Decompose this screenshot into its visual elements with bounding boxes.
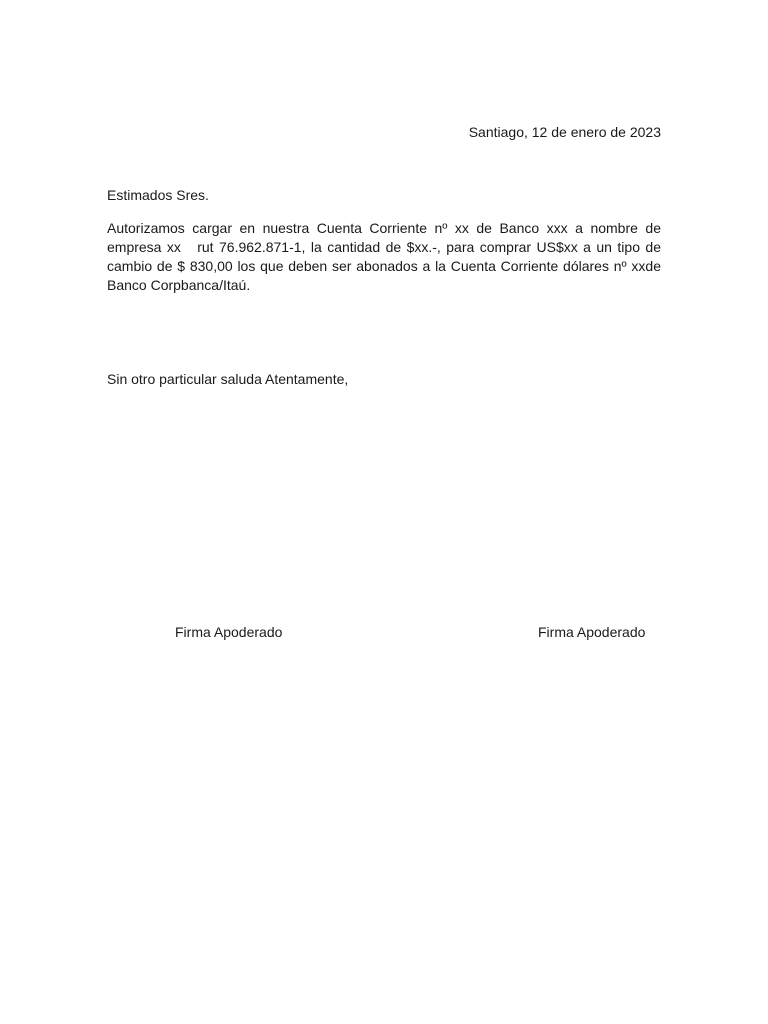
greeting: Estimados Sres.	[107, 187, 209, 203]
body-paragraph: Autorizamos cargar en nuestra Cuenta Corriente nº xx de Banco xxx a nombre de empresa xx rut 76.962.871-1, la cantidad de $xx.-, para comprar US$xx a un tipo de cambio de $ 830,00 los que deben ser abonados a la Cuenta Corriente dólares nº xxde Banco Corpbanca/Itaú.	[107, 220, 665, 293]
signature-label-right: Firma Apoderado	[538, 624, 646, 640]
closing-line: Sin otro particular saluda Atentamente,	[107, 371, 349, 387]
date-line: Santiago, 12 de enero de 2023	[468, 124, 661, 140]
signature-label-left: Firma Apoderado	[175, 624, 283, 640]
